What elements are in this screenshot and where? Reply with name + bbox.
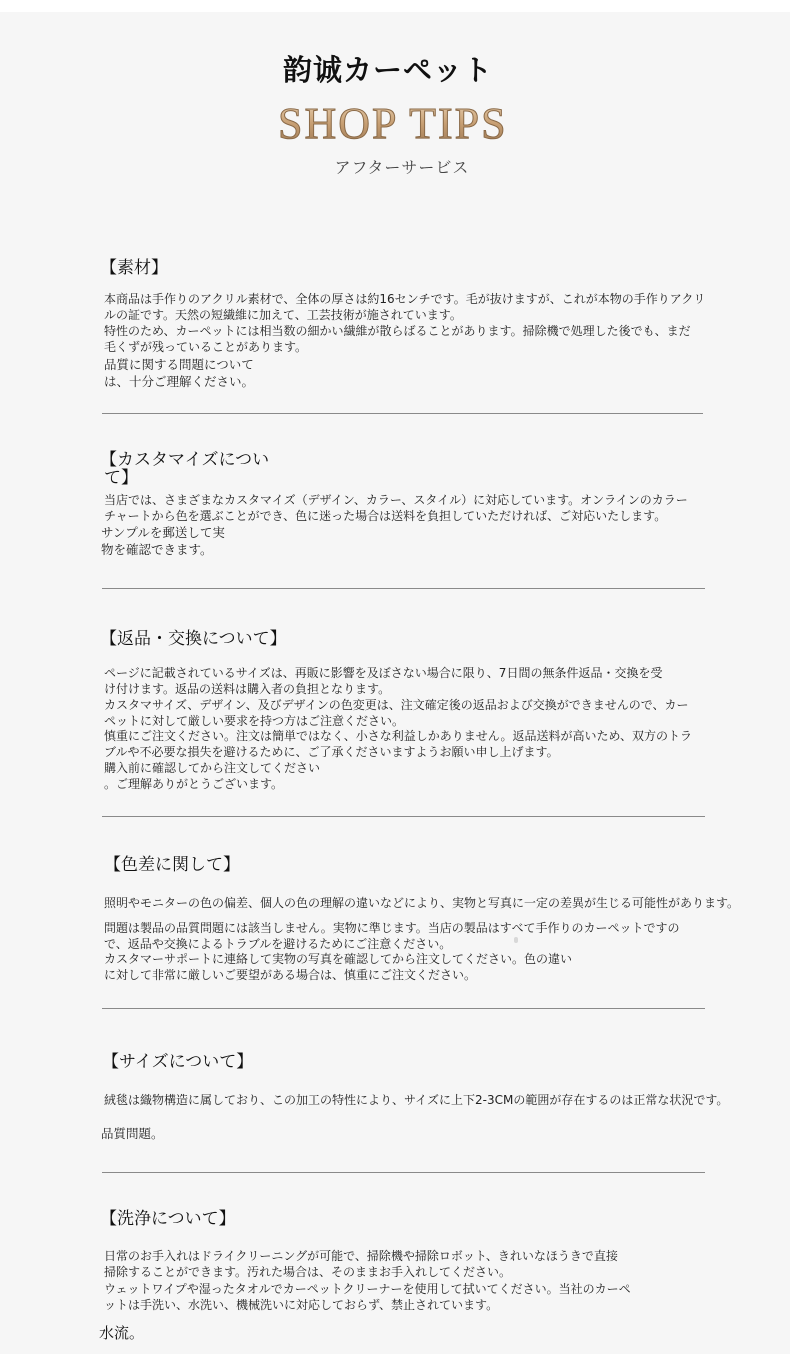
shop-title: 韵诚カーペット: [282, 53, 493, 87]
divider: [102, 816, 705, 817]
material-line-1: 本商品は手作りのアクリル素材で、全体の厚さは約16センチです。毛が抜けますが、これが本物の手作りアクリ: [104, 292, 706, 306]
customize-line-1: 当店では、さまざまなカスタマイズ（デザイン、カラー、スタイル）に対応しています。オンラインのカラー: [104, 493, 688, 507]
returns-line-8: 。ご理解ありがとうございます。: [104, 777, 284, 791]
returns-line-1: ページに記載されているサイズは、再販に影響を及ぼさない場合に限り、7日間の無条件返品・交換を受: [104, 666, 663, 680]
size-line-1: 絨毯は織物構造に属しており、この加工の特性により、サイズに上下2-3CMの範囲が存在するのは正常な状況です。: [104, 1093, 729, 1107]
cleaning-line-3: ウェットワイプや湿ったタオルでカーペットクリーナーを使用して拭いてください。当社のカーペ: [104, 1282, 631, 1296]
returns-line-3: カスタマサイズ、デザイン、及びデザインの色変更は、注文確定後の返品および交換ができませんので、カー: [104, 698, 689, 712]
customize-line-2: チャートから色を選ぶことができ、色に迷った場合は送料を負担していただければ、ご対応いたします。: [104, 509, 667, 523]
color-line-2: 問題は製品の品質問題には該当しません。実物に準じます。当店の製品はすべて手作りのカーペットですの: [104, 921, 680, 935]
section-title-customize-2: て】: [104, 468, 138, 488]
material-line-5: 品質に関する問題について: [104, 357, 254, 372]
material-line-6: は、十分ご理解ください。: [104, 374, 255, 389]
customize-line-4: 物を確認できます。: [101, 542, 213, 557]
divider: [102, 413, 703, 414]
section-title-size: 【サイズについて】: [102, 1052, 254, 1072]
top-strip: [0, 0, 790, 12]
returns-line-2: け付けます。返品の送料は購入者の負担となります。: [104, 682, 391, 696]
cleaning-line-2: 掃除することができます。汚れた場合は、そのままお手入れしてください。: [104, 1265, 512, 1279]
color-line-5: に対して非常に厳しいご要望がある場合は、慎重にご注文ください。: [104, 968, 477, 982]
section-title-returns: 【返品・交換について】: [100, 629, 287, 649]
section-title-color: 【色差に関して】: [104, 855, 240, 875]
cleaning-line-1: 日常のお手入れはドライクリーニングが可能で、掃除機や掃除ロボット、きれいなほうきで直接: [104, 1249, 618, 1263]
divider: [102, 1172, 705, 1173]
shop-subtitle: アフターサービス: [334, 158, 470, 177]
divider: [102, 588, 705, 589]
color-line-1: 照明やモニターの色の偏差、個人の色の理解の違いなどにより、実物と写真に一定の差異が生じる可能性があります。: [104, 896, 740, 910]
material-line-3: 特性のため、カーペットには相当数の細かい繊維が散らばることがあります。掃除機で処理した後でも、まだ: [104, 324, 691, 338]
section-title-material: 【素材】: [100, 258, 168, 278]
returns-line-5: 慎重にご注文ください。注文は簡単ではなく、小さな利益しかありません。返品送料が高いため、双方のトラ: [104, 729, 693, 743]
returns-line-4: ペットに対して厳しい要求を持つ方はご注意ください。: [104, 714, 405, 728]
color-line-4: カスタマーサポートに連絡して実物の写真を確認してから注文してください。色の違い: [104, 952, 573, 966]
section-title-customize-1: 【カスタマイズについ: [100, 450, 270, 470]
color-line-3: で、返品や交換によるトラブルを避けるためにご注意ください。: [104, 937, 452, 951]
cleaning-line-4: ットは手洗い、水洗い、機械洗いに対応しておらず、禁止されています。: [104, 1298, 499, 1312]
section-title-cleaning: 【洗浄について】: [100, 1209, 236, 1229]
customize-line-3: サンプルを郵送して実: [101, 525, 225, 540]
material-line-2: ルの証です。天然の短繊維に加えて、工芸技術が施されています。: [104, 308, 462, 322]
speck-mark: [514, 937, 518, 943]
size-line-2: 品質問題。: [101, 1126, 164, 1141]
returns-line-7: 購入前に確認してから注文してください: [104, 761, 321, 775]
shop-tips-logo: [276, 88, 516, 150]
cleaning-footer: 水流。: [99, 1324, 145, 1342]
divider: [102, 1008, 705, 1009]
logo-text: SHOP TIPS: [278, 99, 508, 148]
returns-line-6: ブルや不必要な損失を避けるために、ご了承くださいますようお願い申し上げます。: [104, 745, 559, 759]
material-line-4: 毛くずが残っていることがあります。: [104, 340, 308, 354]
